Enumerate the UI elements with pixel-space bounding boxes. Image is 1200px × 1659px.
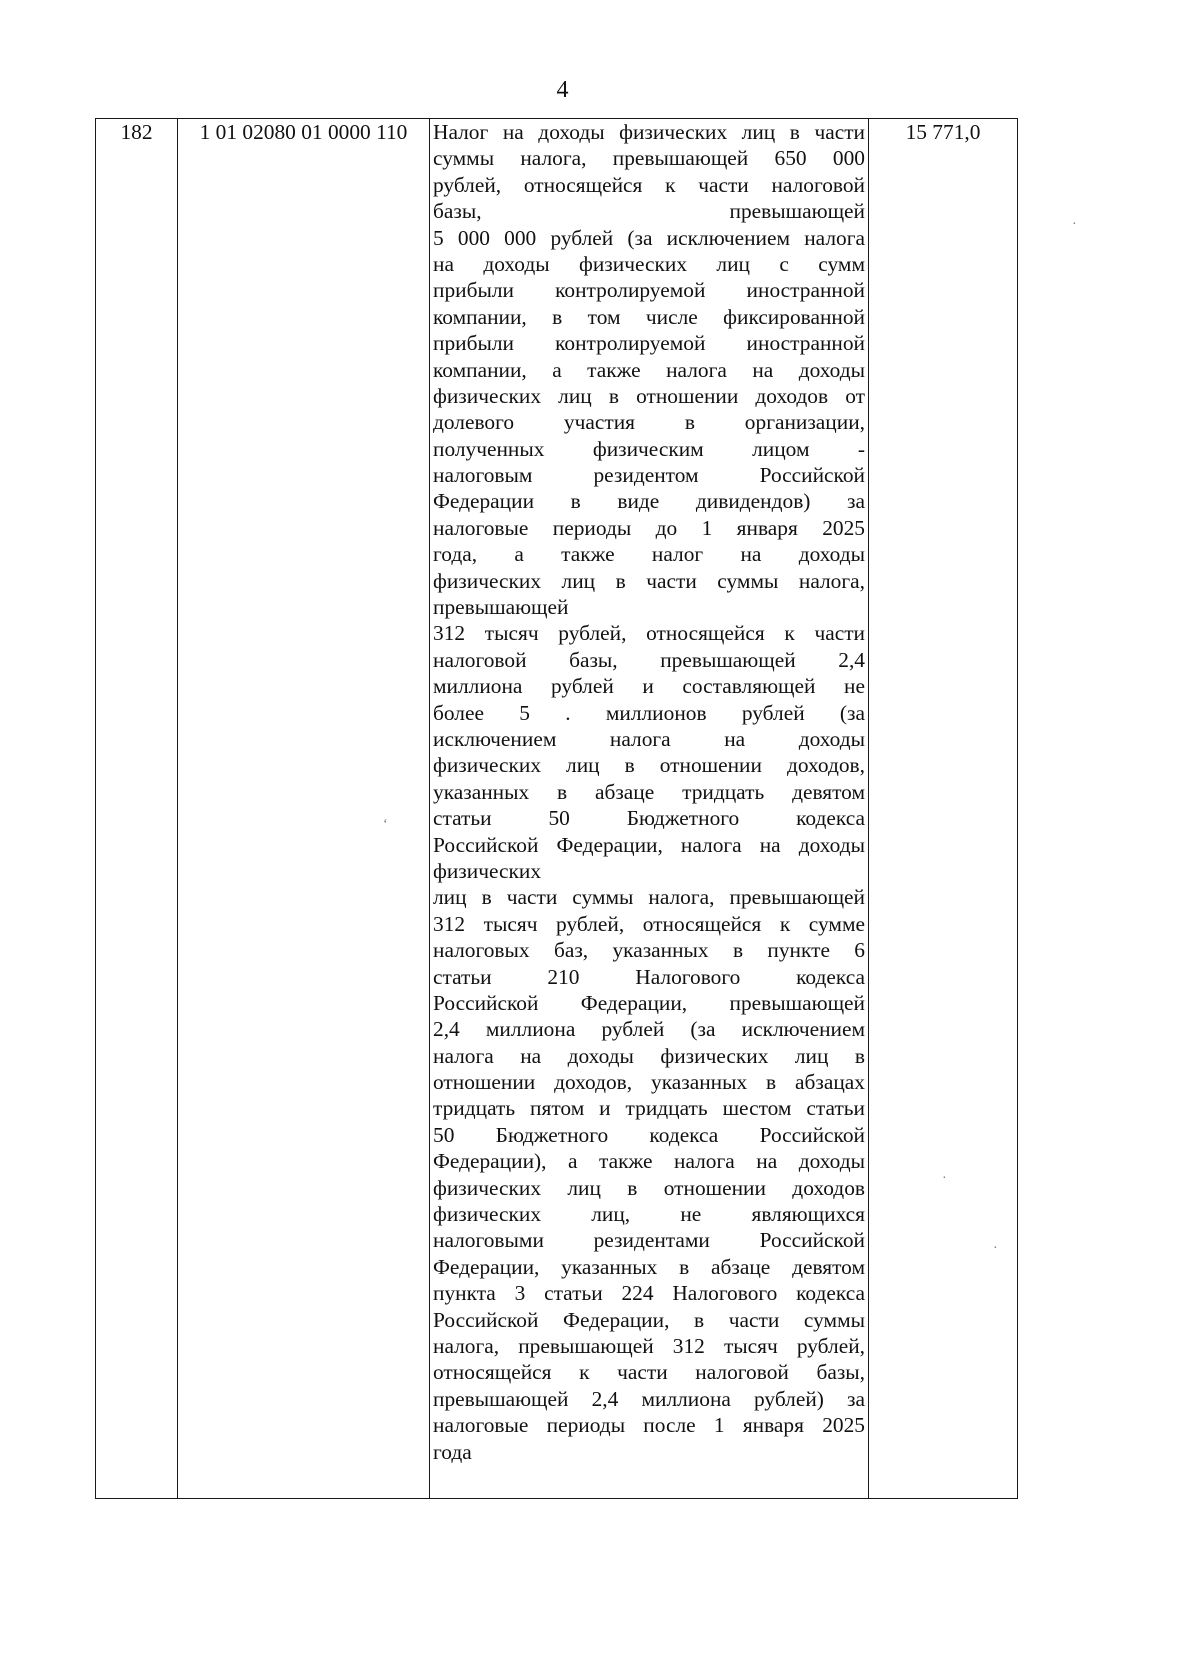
amount-cell [869, 119, 1018, 1499]
description-line: налоговой базы, превышающей 2,4 [433, 647, 865, 672]
page-number: 4 [556, 77, 569, 103]
description-line: налоговых баз, указанных в пункте 6 [433, 938, 865, 963]
budget-classification-code-cell [178, 119, 430, 1499]
description-line: указанных в абзаце тридцать девятом [433, 779, 865, 804]
description-line: полученных физическим лицом - [433, 436, 865, 461]
description-line: Федерации в виде дивидендов) за [433, 489, 865, 514]
description-line: пункта 3 статьи 224 Налогового кодекса [433, 1281, 865, 1306]
description-line: отношении доходов, указанных в абзацах [433, 1070, 865, 1095]
description-line: Российской Федерации, в части суммы [433, 1307, 865, 1332]
description-line: превышающей [433, 595, 569, 620]
administrator-code-cell [96, 119, 178, 1499]
description-line: физических [433, 858, 542, 883]
description-line: на доходы физических лиц с сумм [433, 251, 865, 276]
description-line: физических лиц в отношении доходов [433, 1175, 865, 1200]
amount-value: 15 771,0 [905, 120, 981, 144]
description-line: относящейся к части налоговой базы, [433, 1360, 865, 1385]
description-line: налога, превышающей 312 тысяч рублей, [433, 1333, 865, 1358]
budget-revenue-table [95, 118, 1018, 1499]
description-line: физических лиц в отношении доходов от [433, 383, 865, 408]
scan-artifact-dot: · [942, 1171, 947, 1186]
description-line: налоговые периоды после 1 января 2025 [433, 1413, 865, 1438]
description-line: суммы налога, превышающей 650 000 [433, 146, 865, 171]
description-line: рублей, относящейся к части налоговой [433, 172, 865, 197]
description-line: 50 Бюджетного кодекса Российской [433, 1122, 865, 1147]
description-line: тридцать пятом и тридцать шестом статьи [433, 1096, 865, 1121]
description-line: превышающей 2,4 миллиона рублей) за [433, 1386, 865, 1411]
description-line: компании, в том числе фиксированной [433, 304, 865, 329]
description-line: Налог на доходы физических лиц в части [433, 120, 865, 144]
description-line: 312 тысяч рублей, относящейся к части [433, 621, 865, 646]
description-line: 2,4 миллиона рублей (за исключением [433, 1017, 865, 1042]
description-line: более 5 . миллионов рублей (за [433, 700, 865, 725]
description-line: налоговым резидентом Российской [433, 463, 865, 488]
description-line: базы, превышающей [433, 199, 865, 224]
description-line: налоговые периоды до 1 января 2025 [433, 515, 865, 540]
description-line: налоговыми резидентами Российской [433, 1228, 865, 1253]
description-line: 5 000 000 рублей (за исключением налога [433, 225, 865, 250]
description-line: статьи 50 Бюджетного кодекса [433, 806, 865, 831]
administrator-code: 182 [120, 120, 153, 144]
description-line: долевого участия в организации, [433, 410, 865, 435]
scan-artifact-dot: · [993, 1241, 998, 1256]
description-line: Российской Федерации, налога на доходы [433, 832, 865, 857]
description-line: Федерации), а также налога на доходы [433, 1149, 865, 1174]
revenue-description-cell [430, 119, 869, 1499]
budget-classification-code: 1 01 02080 01 0000 110 [199, 120, 408, 144]
description-line: года [433, 1439, 472, 1464]
description-line: миллиона рублей и составляющей не [433, 674, 865, 699]
scan-artifact-dot: · [1072, 217, 1077, 232]
description-line: физических лиц, не являющихся [433, 1202, 865, 1227]
table-row [96, 119, 1018, 1499]
description-line: Федерации, указанных в абзаце девятом [433, 1254, 865, 1279]
description-line: физических лиц в части суммы налога, [433, 568, 865, 593]
description-line: компании, а также налога на доходы [433, 357, 865, 382]
description-line: статьи 210 Налогового кодекса [433, 964, 865, 989]
scan-artifact-mark: ‘ [383, 817, 388, 832]
description-line: Российской Федерации, превышающей [433, 990, 865, 1015]
description-line: лиц в части суммы налога, превышающей [433, 885, 865, 910]
description-line: прибыли контролируемой иностранной [433, 331, 865, 356]
revenue-description [433, 119, 865, 1465]
description-line: прибыли контролируемой иностранной [433, 278, 865, 303]
description-line: года, а также налог на доходы [433, 542, 865, 567]
description-line: исключением налога на доходы [433, 726, 865, 751]
description-line: 312 тысяч рублей, относящейся к сумме [433, 911, 865, 936]
description-line: налога на доходы физических лиц в [433, 1043, 865, 1068]
description-line: физических лиц в отношении доходов, [433, 753, 865, 778]
